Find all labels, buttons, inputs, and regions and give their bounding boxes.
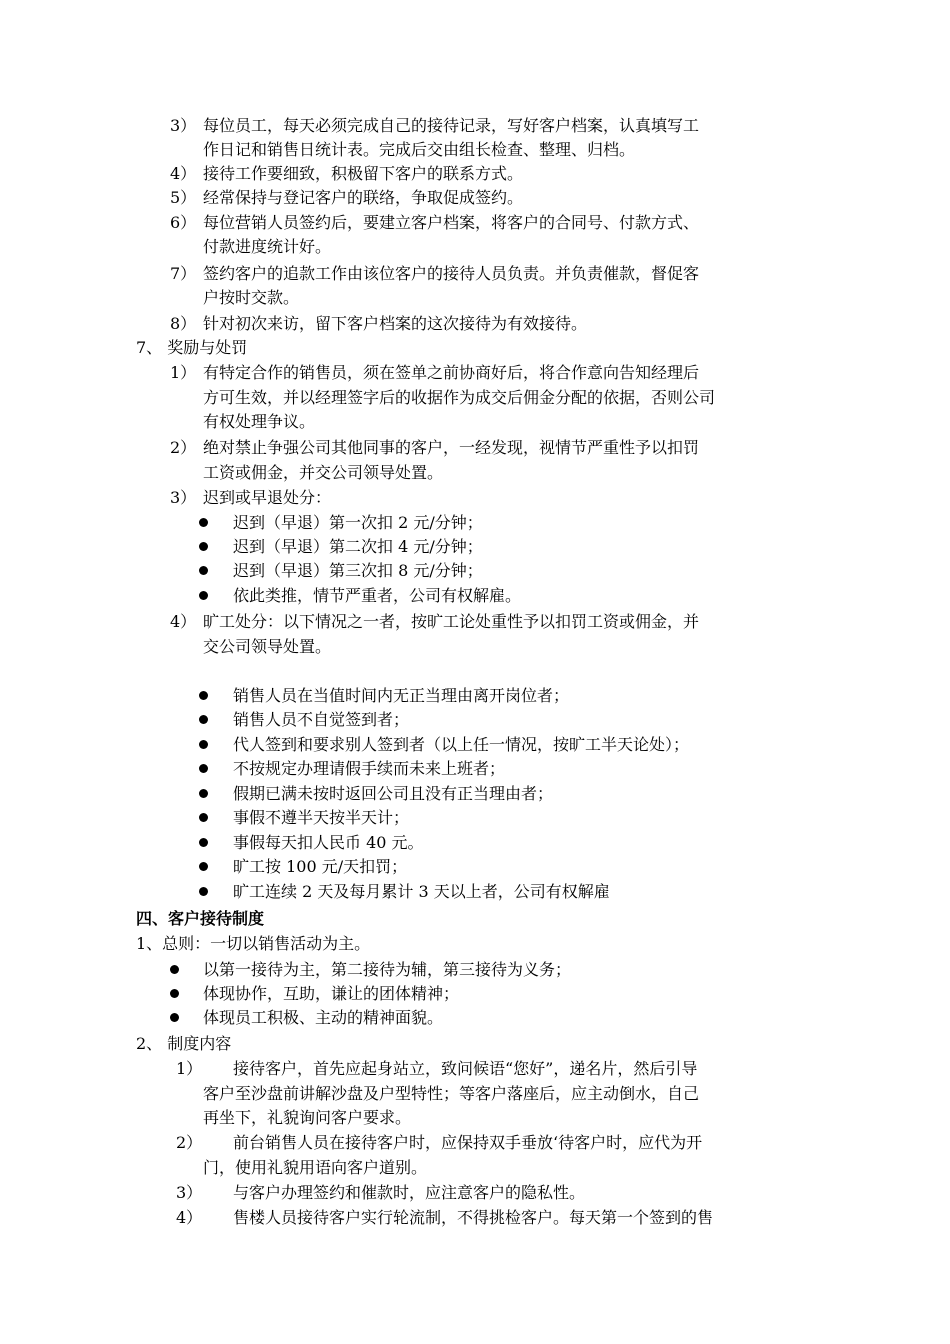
item-7-text-line-2: 户按时交款。 <box>203 288 300 307</box>
item-3-text-line-2: 作日记和销售日统计表。完成后交由组长检查、整理、归档。 <box>203 140 636 159</box>
bullet-icon <box>199 838 208 847</box>
absent-rule-4: 不按规定办理请假手续而未来上班者； <box>233 759 506 778</box>
reward-1-text-line-1: 有特定合作的销售员，须在签单之前协商好后，将合作意向告知经理后 <box>203 363 700 382</box>
general-principle: 1、总则：一切以销售活动为主。 <box>136 934 371 953</box>
general-bullet-3: 体现员工积极、主动的精神面貌。 <box>203 1008 444 1027</box>
late-rule-4: 依此类推，情节严重者，公司有权解雇。 <box>233 586 522 605</box>
content-4-text: 售楼人员接待客户实行轮流制，不得挑检客户。每天第一个签到的售 <box>233 1208 714 1227</box>
item-8-number: 8） <box>170 314 197 333</box>
absent-rule-6: 事假不遵半天按半天计； <box>233 808 410 827</box>
reward-4-text-line-1: 旷工处分：以下情况之一者，按旷工论处重性予以扣罚工资或佣金，并 <box>203 612 700 631</box>
reward-3-number: 3） <box>170 488 197 507</box>
bullet-icon <box>199 542 208 551</box>
reward-1-text-line-3: 有权处理争议。 <box>203 412 316 431</box>
reward-3-text: 迟到或早退处分： <box>203 488 332 507</box>
reward-2-number: 2） <box>170 438 197 457</box>
item-3-number: 3） <box>170 116 197 135</box>
content-4-number: 4） <box>176 1208 203 1227</box>
late-rule-3: 迟到（早退）第三次扣 8 元/分钟； <box>233 561 483 580</box>
bullet-icon <box>199 691 208 700</box>
content-1-text-line-1: 接待客户，首先应起身站立，致问候语“您好”，递名片，然后引导 <box>233 1059 698 1078</box>
content-title: 2、 制度内容 <box>136 1034 232 1053</box>
bullet-icon <box>199 789 208 798</box>
content-1-text-line-3: 再坐下，礼貌询问客户要求。 <box>203 1108 412 1127</box>
absent-rule-3: 代人签到和要求别人签到者（以上任一情况，按旷工半天论处）； <box>233 735 690 754</box>
reward-2-text-line-2: 工资或佣金，并交公司领导处置。 <box>203 463 444 482</box>
bullet-icon <box>199 813 208 822</box>
absent-rule-7: 事假每天扣人民币 40 元。 <box>233 833 424 852</box>
bullet-icon <box>170 965 179 974</box>
item-6-text-line-1: 每位营销人员签约后，要建立客户档案，将客户的合同号、付款方式、 <box>203 213 700 232</box>
item-3-text-line-1: 每位员工，每天必须完成自己的接待记录，写好客户档案，认真填写工 <box>203 116 700 135</box>
item-4-text: 接待工作要细致，积极留下客户的联系方式。 <box>203 164 524 183</box>
bullet-icon <box>199 740 208 749</box>
absent-rule-9: 旷工连续 2 天及每月累计 3 天以上者，公司有权解雇 <box>233 882 610 901</box>
content-1-number: 1） <box>176 1059 203 1078</box>
bullet-icon <box>199 715 208 724</box>
item-7-text-line-1: 签约客户的追款工作由该位客户的接待人员负责。并负责催款，督促客 <box>203 264 700 283</box>
item-5-number: 5） <box>170 188 197 207</box>
bullet-icon <box>170 1013 179 1022</box>
item-6-number: 6） <box>170 213 197 232</box>
item-6-text-line-2: 付款进度统计好。 <box>203 237 332 256</box>
absent-rule-5: 假期已满未按时返回公司且没有正当理由者； <box>233 784 554 803</box>
general-bullet-1: 以第一接待为主，第二接待为辅，第三接待为义务； <box>203 960 572 979</box>
item-4-number: 4） <box>170 164 197 183</box>
content-1-text-line-2: 客户至沙盘前讲解沙盘及户型特性；等客户落座后，应主动倒水，自己 <box>203 1084 700 1103</box>
reward-1-number: 1） <box>170 363 197 382</box>
content-2-text-line-1: 前台销售人员在接待客户时，应保持双手垂放‘待客户时，应代为开 <box>233 1133 703 1152</box>
content-2-text-line-2: 门，使用礼貌用语向客户道别。 <box>203 1158 428 1177</box>
reward-4-text-line-2: 交公司领导处置。 <box>203 637 332 656</box>
bullet-icon <box>199 764 208 773</box>
absent-rule-1: 销售人员在当值时间内无正当理由离开岗位者； <box>233 686 570 705</box>
content-3-text: 与客户办理签约和催款时，应注意客户的隐私性。 <box>233 1183 586 1202</box>
section-4-heading: 四、客户接待制度 <box>136 909 265 928</box>
section-7-title: 7、 奖励与处罚 <box>136 338 248 357</box>
item-7-number: 7） <box>170 264 197 283</box>
item-8-text: 针对初次来访，留下客户档案的这次接待为有效接待。 <box>203 314 588 333</box>
content-3-number: 3） <box>176 1183 203 1202</box>
late-rule-2: 迟到（早退）第二次扣 4 元/分钟； <box>233 537 483 556</box>
general-bullet-2: 体现协作，互助，谦让的团体精神； <box>203 984 460 1003</box>
reward-2-text-line-1: 绝对禁止争强公司其他同事的客户，一经发现，视情节严重性予以扣罚 <box>203 438 700 457</box>
item-5-text: 经常保持与登记客户的联络，争取促成签约。 <box>203 188 524 207</box>
content-2-number: 2） <box>176 1133 203 1152</box>
bullet-icon <box>199 518 208 527</box>
reward-1-text-line-2: 方可生效，并以经理签字后的收据作为成交后佣金分配的依据，否则公司 <box>203 388 716 407</box>
absent-rule-2: 销售人员不自觉签到者； <box>233 710 410 729</box>
bullet-icon <box>199 566 208 575</box>
bullet-icon <box>170 989 179 998</box>
absent-rule-8: 旷工按 100 元/天扣罚； <box>233 857 408 876</box>
late-rule-1: 迟到（早退）第一次扣 2 元/分钟； <box>233 513 483 532</box>
bullet-icon <box>199 887 208 896</box>
bullet-icon <box>199 591 208 600</box>
reward-4-number: 4） <box>170 612 197 631</box>
bullet-icon <box>199 862 208 871</box>
